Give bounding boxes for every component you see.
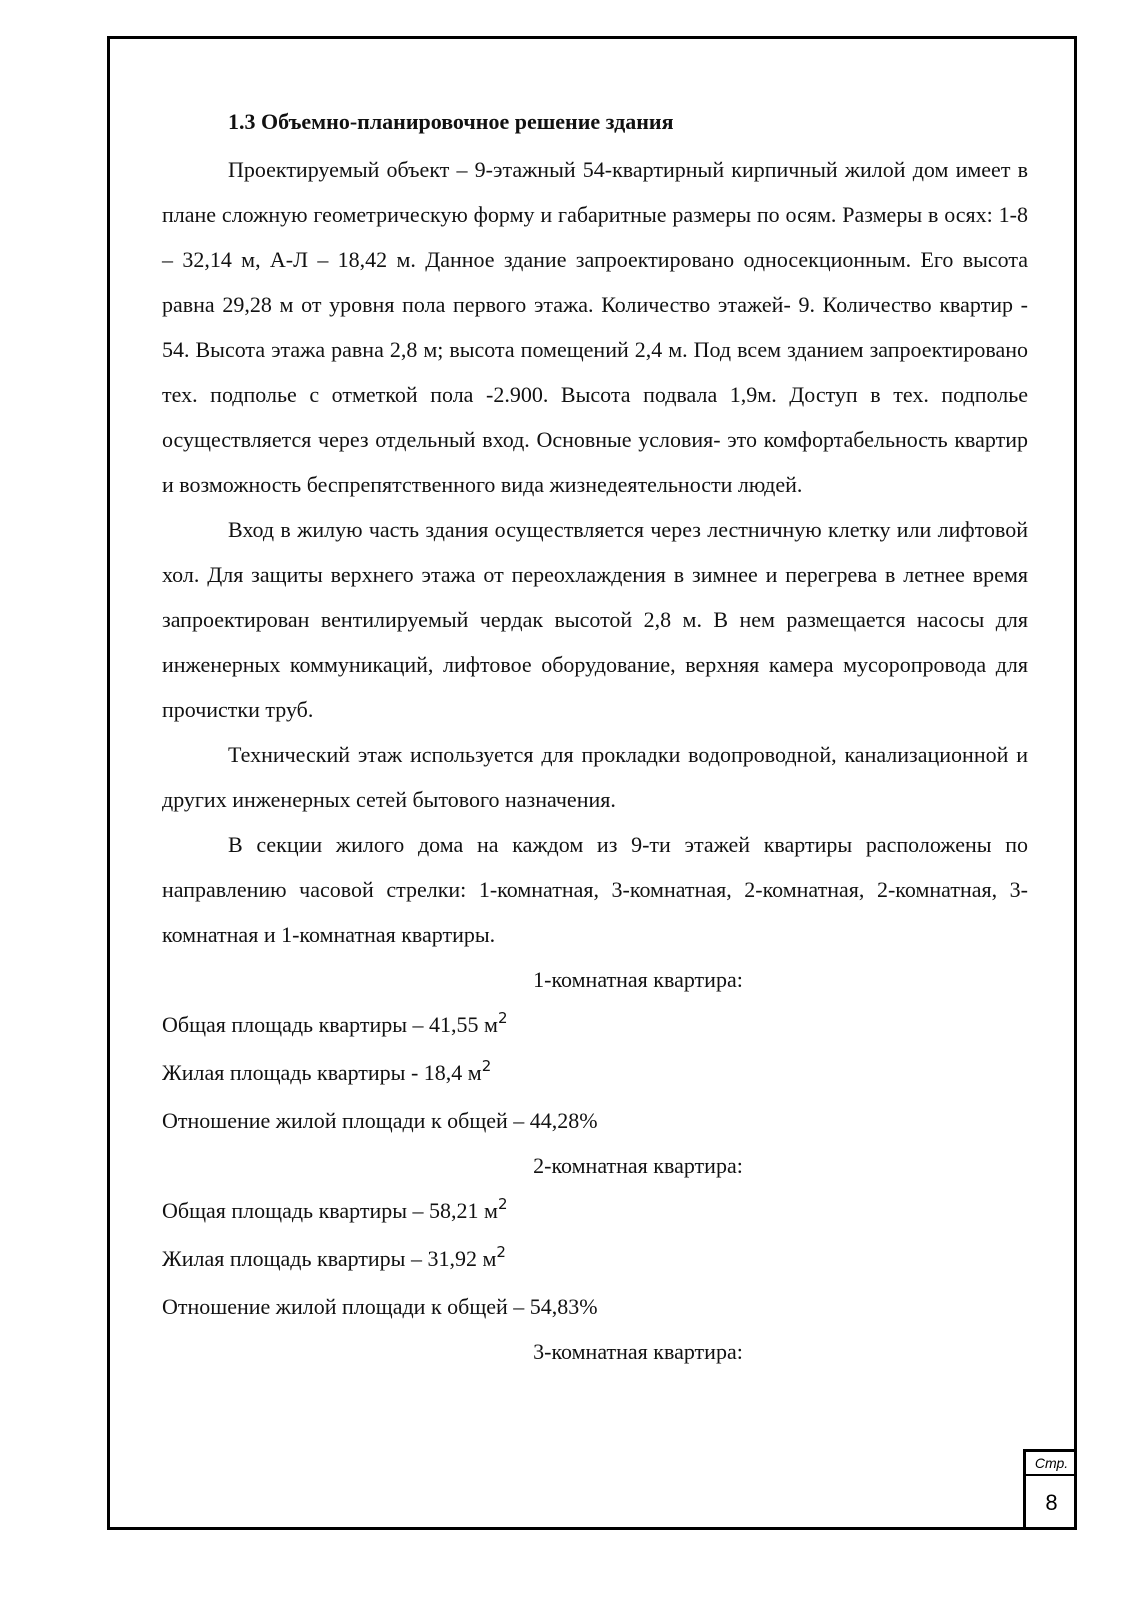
paragraph-3: Технический этаж используется для прокладки водопроводной, канализационной и других инженерных сетей бытового назначения. [162,742,1028,812]
paragraph-2: Вход в жилую часть здания осуществляется через лестничную клетку или лифтовой хол. Для защиты верхнего этажа от переохлаждения в зимнее и перегрева в летнее время запроектирован вентилируемый чердак высотой 2,8 м. В нем размещается насосы для инженерных коммуникаций, лифтовое оборудование, верхняя камера мусоропровода для прочистки труб. [162,517,1028,722]
stamp-label: Стр. [1026,1452,1077,1476]
apt2-total: Общая площадь квартиры – 58,21 м [162,1198,498,1223]
page-number: 8 [1045,1490,1058,1515]
apt2-living-unit-power: 2 [496,1243,506,1261]
apt1-living: Жилая площадь квартиры - 18,4 м [162,1060,482,1085]
paragraph-4: В секции жилого дома на каждом из 9-ти этажей квартиры расположены по направлению часовой стрелки: 1-комнатная, 3-комнатная, 2-комнатная, 2-комнатная, 3-комнатная и 1-комнатная квартиры. [162,832,1028,947]
apt1-living-unit-power: 2 [481,1057,492,1075]
document-body [162,102,1028,1374]
apt1-ratio: Отношение жилой площади к общей – 44,28% [162,1108,598,1133]
apt1-total-line [162,1002,1028,1050]
apt2-total-unit-power: 2 [497,1195,508,1213]
apt1-title: 1-комнатная квартира: [533,967,743,992]
paragraph-1: Проектируемый объект – 9-этажный 54-квартирный кирпичный жилой дом имеет в плане сложную геометрическую форму и габаритные размеры по осям. Размеры в осях: 1-8 – 32,14 м, А-Л – 18,42 м. Данное здание запроектировано односекционным. Его высота равна 29,28 м от уровня пола первого этажа. Количество этажей- 9. Количество квартир - 54. Высота этажа равна 2,8 м; высота помещений 2,4 м. Под всем зданием запроектировано тех. подполье с отметкой пола -2.900. Высота подвала 1,9м. Доступ в тех. подполье осуществляется через отдельный вход. Основные условия- это комфортабельность квартир и возможность беспрепятственного вида жизнедеятельности людей. [162,157,1028,497]
apt2-living-line [162,1236,1028,1284]
apt1-total: Общая площадь квартиры – 41,55 м [162,1012,498,1037]
apt3-title: 3-комнатная квартира: [533,1339,743,1364]
apt2-living: Жилая площадь квартиры – 31,92 м [162,1246,497,1271]
section-heading: 1.3 Объемно-планировочное решение здания [228,109,674,134]
apt2-ratio: Отношение жилой площади к общей – 54,83% [162,1294,598,1319]
apt2-total-line [162,1188,1028,1236]
apt1-living-line [162,1050,1028,1098]
apt1-total-unit-power: 2 [497,1009,508,1027]
page-number-stamp [1023,1449,1077,1530]
apt2-title: 2-комнатная квартира: [533,1153,743,1178]
